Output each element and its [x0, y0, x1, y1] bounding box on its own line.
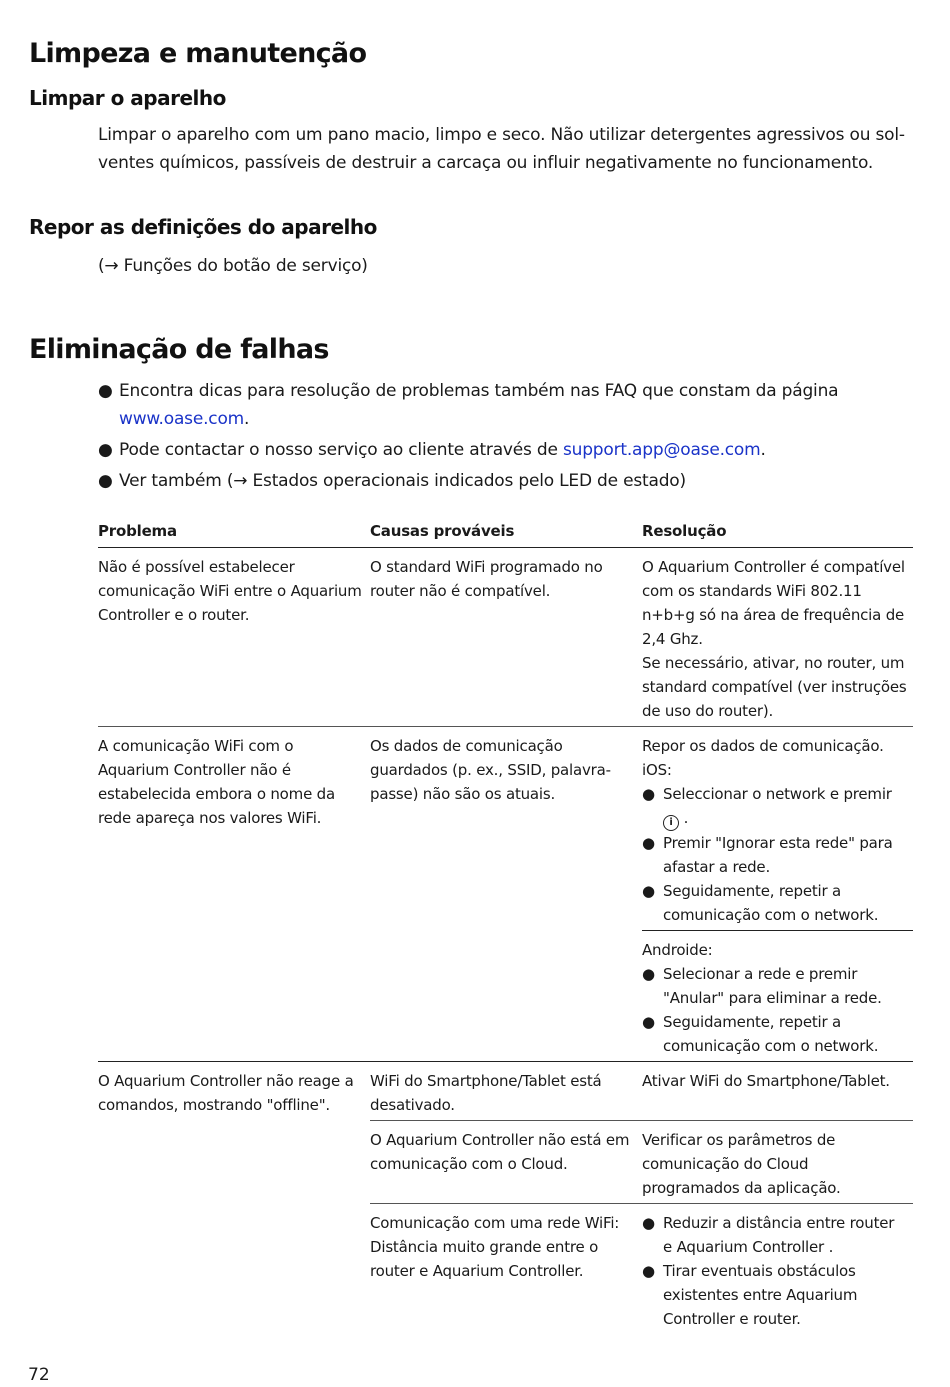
resolution-cell: Ativar WiFi do Smartphone/Tablet.	[642, 1062, 913, 1121]
cause-cell: O standard WiFi programado no router não é compatível.	[370, 558, 603, 600]
support-email-link[interactable]: support.app@oase.com	[562, 440, 761, 460]
cause-cell: WiFi do Smartphone/Tablet está desativado.	[370, 1062, 642, 1121]
list-item	[642, 1259, 907, 1331]
cause-cell: O Aquarium Controller não está em comunicação com o Cloud.	[370, 1121, 642, 1204]
clean-device-text: Limpar o aparelho com um pano macio, limpo e seco. Não utilizar detergentes agressivos ou sol-ventes químicos, passíveis de destruir a carcaça ou influir negativamente no funcionamento.	[98, 125, 905, 173]
bullet-icon: ●	[98, 440, 113, 460]
list-item	[642, 879, 907, 927]
page-number: 72	[28, 1365, 50, 1385]
resolution-text: Se necessário, ativar, no router, um standard compatível (ver instruções de uso do router).	[642, 654, 907, 720]
problem-cell: O Aquarium Controller não reage a comandos, mostrando "offline".	[98, 1062, 370, 1335]
table-row	[98, 1062, 913, 1121]
list-item	[642, 962, 907, 1010]
step-text: Selecionar a rede e premir "Anular" para eliminar a rede.	[663, 965, 882, 1007]
resolution-text: O Aquarium Controller é compatível com os standards WiFi 802.11 n+b+g só na área de frequência de 2,4 Ghz.	[642, 558, 905, 648]
step-text: Premir "Ignorar esta rede" para afastar a rede.	[663, 834, 893, 876]
bullet-icon: ●	[642, 1262, 655, 1280]
resolution-cell	[642, 548, 913, 727]
step-text: Tirar eventuais obstáculos existentes entre Aquarium Controller e router.	[663, 1262, 858, 1328]
bullet-text: Encontra dicas para resolução de problemas também nas FAQ que constam da página	[119, 381, 839, 401]
bullet-icon: ●	[642, 1214, 655, 1232]
step-text: Seguidamente, repetir a comunicação com o network.	[663, 882, 879, 924]
heading-reset-settings: Repor as definições do aparelho	[29, 215, 377, 239]
list-item	[642, 782, 907, 831]
resolution-cell	[642, 1204, 913, 1335]
bullet-icon: ●	[642, 965, 655, 983]
step-punctuation: .	[683, 809, 689, 827]
list-item	[642, 831, 907, 879]
ios-label: iOS:	[642, 761, 672, 779]
step-text: Reduzir a distância entre router e Aquarium Controller .	[663, 1214, 895, 1256]
list-item	[98, 436, 898, 464]
table-row	[98, 727, 913, 931]
column-header-problem: Problema	[98, 515, 370, 548]
list-item	[642, 1010, 907, 1058]
bullet-icon: ●	[642, 1013, 655, 1031]
table-header-row	[98, 515, 913, 548]
problem-cell: A comunicação WiFi com o Aquarium Controller não é estabelecida embora o nome da rede apareça nos valores WiFi.	[98, 727, 370, 1062]
bullet-icon: ●	[642, 785, 655, 803]
bullet-icon: ●	[642, 834, 655, 852]
ios-steps-list	[642, 782, 907, 927]
reset-reference: (→ Funções do botão de serviço)	[98, 256, 368, 276]
list-item	[98, 377, 898, 433]
column-header-resolution: Resolução	[642, 515, 913, 548]
android-label: Androide:	[642, 941, 713, 959]
list-item	[642, 1211, 907, 1259]
bullet-punctuation: .	[244, 409, 250, 429]
column-header-causes: Causas prováveis	[370, 515, 642, 548]
cause-cell: Os dados de comunicação guardados (p. ex., SSID, palavra-passe) não são os atuais.	[370, 727, 642, 1062]
troubleshooting-table	[98, 515, 913, 1334]
bullet-text: Pode contactar o nosso serviço ao cliente através de	[119, 440, 563, 460]
list-item	[98, 467, 898, 495]
resolution-cell-ios	[642, 727, 913, 931]
info-circle-icon: i	[663, 815, 679, 831]
fault-hints-list	[98, 377, 898, 498]
android-steps-list	[642, 962, 907, 1058]
heading-clean-device: Limpar o aparelho	[29, 86, 226, 110]
resolution-cell-android	[642, 931, 913, 1062]
bullet-punctuation: .	[760, 440, 766, 460]
section-title-faults: Eliminação de falhas	[29, 334, 329, 365]
distance-steps-list	[642, 1211, 907, 1331]
step-text: Seguidamente, repetir a comunicação com o network.	[663, 1013, 879, 1055]
step-text: Seleccionar o network e premir	[663, 785, 892, 803]
website-link[interactable]: www.oase.com	[119, 409, 245, 429]
bullet-icon: ●	[98, 471, 113, 491]
bullet-icon: ●	[642, 882, 655, 900]
section-title-cleaning: Limpeza e manutenção	[29, 38, 367, 69]
problem-cell: Não é possível estabelecer comunicação WiFi entre o Aquarium Controller e o router.	[98, 558, 362, 624]
bullet-icon: ●	[98, 381, 113, 401]
resolution-text: Repor os dados de comunicação.	[642, 737, 884, 755]
cause-cell: Comunicação com uma rede WiFi: Distância muito grande entre o router e Aquarium Controller.	[370, 1204, 642, 1335]
resolution-cell: Verificar os parâmetros de comunicação do Cloud programados da aplicação.	[642, 1121, 913, 1204]
bullet-text: Ver também (→ Estados operacionais indicados pelo LED de estado)	[119, 471, 686, 491]
table-row	[98, 548, 913, 727]
